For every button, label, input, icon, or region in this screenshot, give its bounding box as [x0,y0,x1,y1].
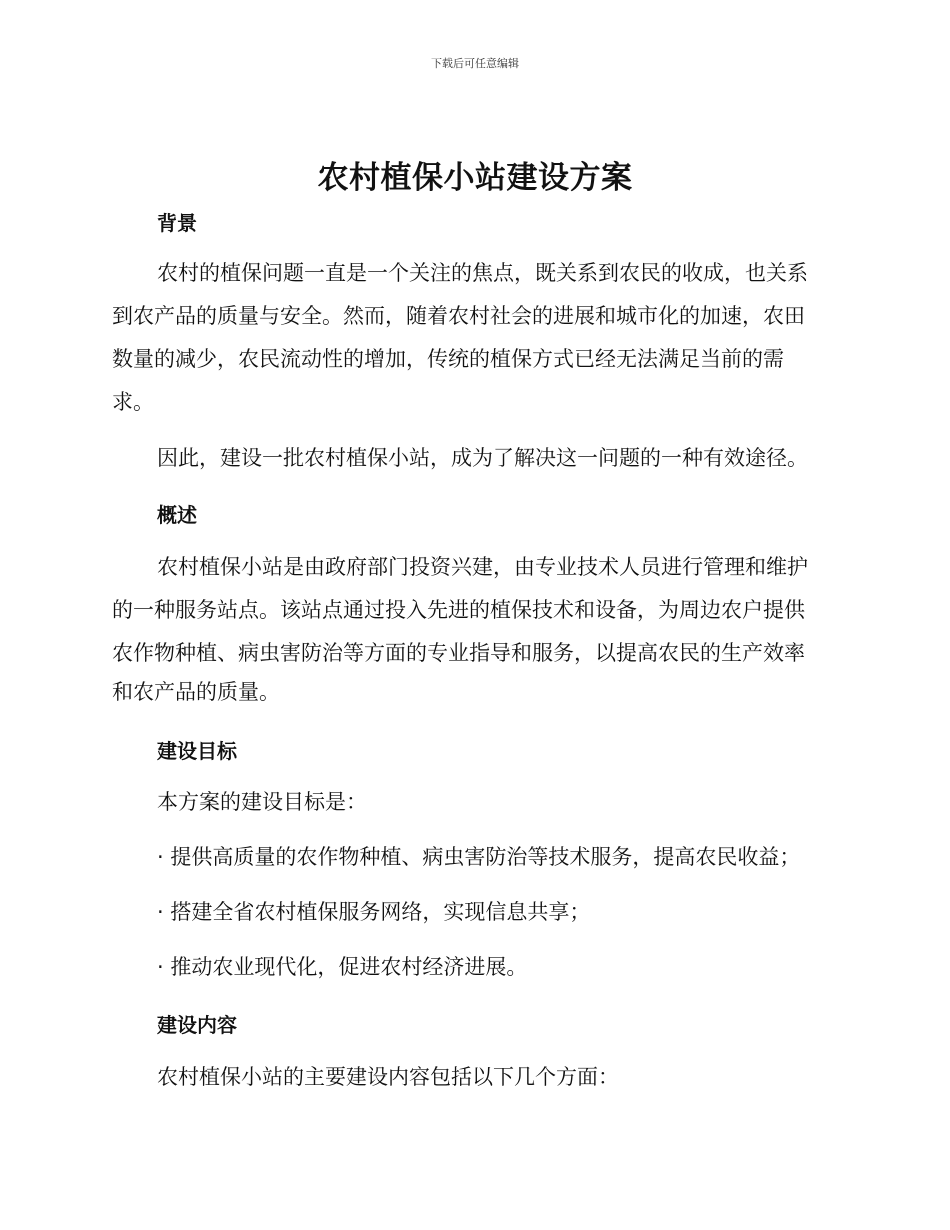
heading-goals: 建设目标 [157,739,237,763]
paragraph-line: 农作物种植、病虫害防治等方面的专业指导和服务，以提高农民的生产效率 [112,641,805,665]
paragraph-line: 求。 [112,390,154,414]
heading-overview: 概述 [157,503,197,527]
paragraph-line: 因此，建设一批农村植保小站，成为了解决这一问题的一种有效途径。 [157,446,808,470]
paragraph-line: 农村植保小站的主要建设内容包括以下几个方面： [157,1065,619,1089]
heading-content: 建设内容 [157,1013,237,1037]
paragraph-line: 到农产品的质量与安全。然而，随着农村社会的进展和城市化的加速，农田 [112,304,805,328]
heading-background: 背景 [157,211,197,235]
paragraph-line: 数量的减少，农民流动性的增加，传统的植保方式已经无法满足当前的需 [112,347,784,371]
paragraph-line: 和农产品的质量。 [112,680,280,704]
paragraph-line: 本方案的建设目标是： [157,790,367,814]
bullet-item: · 推动农业现代化，促进农村经济进展。 [157,955,528,979]
bullet-item: · 提供高质量的农作物种植、病虫害防治等技术服务，提高农民收益； [157,845,801,869]
bullet-item: · 搭建全省农村植保服务网络，实现信息共享； [157,900,591,924]
paragraph-line: 的一种服务站点。该站点通过投入先进的植保技术和设备，为周边农户提供 [112,598,805,622]
paragraph-line: 农村的植保问题一直是一个关注的焦点，既关系到农民的收成，也关系 [157,261,808,285]
paragraph-line: 农村植保小站是由政府部门投资兴建，由专业技术人员进行管理和维护 [157,555,808,579]
document-title: 农村植保小站建设方案 [317,160,633,196]
page-header: 下载后可任意编辑 [431,57,519,70]
